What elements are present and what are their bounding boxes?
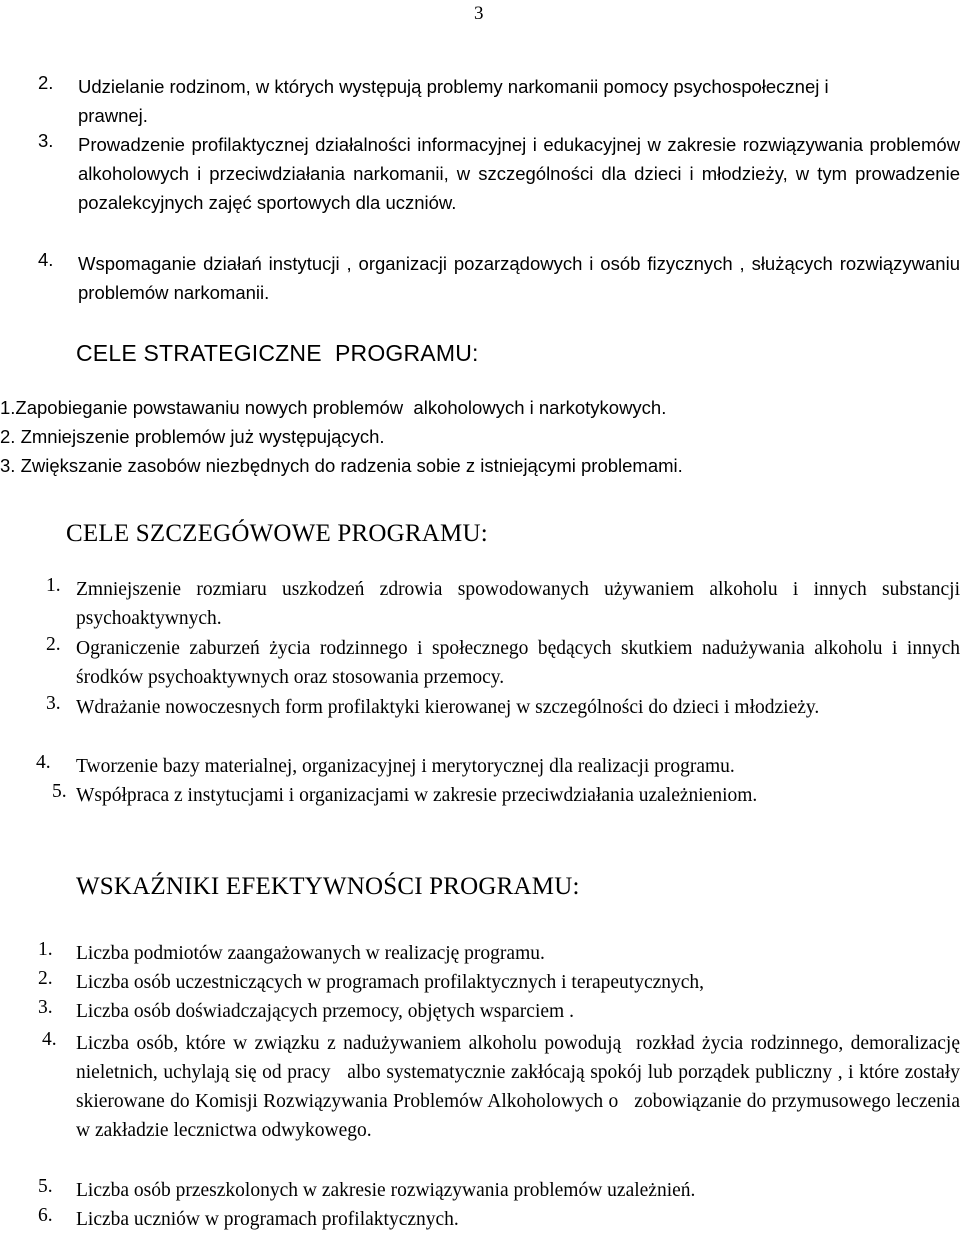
list-item-text: Udzielanie rodzinom, w których występują problemy narkomanii pomocy psychospołecznej i prawnej. xyxy=(78,76,829,126)
list-item-number: 6. xyxy=(38,1205,53,1226)
list-item-text: Wspomaganie działań instytucji , organizacji pozarządowych i osób fizycznych , służących rozwiązywaniu problemów narkomanii. xyxy=(78,253,960,303)
strategic-goals-heading: CELE STRATEGICZNE PROGRAMU: xyxy=(76,340,479,366)
page-number: 3 xyxy=(474,3,484,24)
list-item-number: 2. xyxy=(38,72,54,93)
indicator-item xyxy=(38,997,960,1026)
list-item-number: 4. xyxy=(38,249,54,270)
list-item-text: Liczba osób doświadczających przemocy, objętych wsparciem . xyxy=(76,1001,574,1022)
detailed-goal-item xyxy=(36,752,960,781)
list-item-text: Liczba uczniów w programach profilaktycznych. xyxy=(76,1209,459,1230)
list-item-number: 5. xyxy=(52,781,67,802)
intro-list-item xyxy=(38,130,960,217)
detailed-goal-item xyxy=(46,575,960,633)
list-item-number: 2. xyxy=(38,968,53,989)
list-item-number: 2. xyxy=(46,634,61,655)
detailed-goals-heading: CELE SZCZEGÓWOWE PROGRAMU: xyxy=(66,520,488,547)
indicator-item xyxy=(38,1205,960,1234)
list-item-number: 3. xyxy=(38,997,53,1018)
indicator-item xyxy=(42,1029,960,1145)
indicator-item xyxy=(38,968,960,997)
list-item-text: Tworzenie bazy materialnej, organizacyjnej i merytorycznej dla realizacji programu. xyxy=(76,756,735,777)
list-item-text: Wdrażanie nowoczesnych form profilaktyki kierowanej w szczególności do dzieci i młodzieży. xyxy=(76,697,820,718)
detailed-goal-item xyxy=(46,693,960,722)
list-item-text: Liczba osób, które w związku z nadużywaniem alkoholu powodują rozkład życia rodzinnego, demoralizację nieletnich, uchylają się od pracy albo systematycznie zakłócają spokój lub porządek publiczny , i które zostały skierowane do Komisji Rozwiązywania Problemów Alkoholowych o zobowiązanie do przymusowego leczenia w zakładzie lecznictwa odwykowego. xyxy=(76,1033,960,1141)
list-item-text: Prowadzenie profilaktycznej działalności informacyjnej i edukacyjnej w zakresie rozwiązywania problemów alkoholowych i przeciwdziałania narkomanii, w szczególności dla dzieci i młodzieży, w tym prowadzenie pozalekcyjnych zajęć sportowych dla uczniów. xyxy=(78,134,960,213)
list-item-text: Współpraca z instytucjami i organizacjami w zakresie przeciwdziałania uzależnieniom. xyxy=(76,785,758,806)
detailed-goal-item xyxy=(52,781,960,810)
list-item-number: 1. xyxy=(38,939,53,960)
list-item-text: Ograniczenie zaburzeń życia rodzinnego i społecznego będących skutkiem nadużywania alkoholu i innych środków psychoaktywnych oraz stosowania przemocy. xyxy=(76,638,960,688)
intro-list-item xyxy=(38,249,960,307)
strategic-goal-item: 2. Zmniejszenie problemów już występujących. xyxy=(0,426,385,447)
indicators-heading: WSKAŹNIKI EFEKTYWNOŚCI PROGRAMU: xyxy=(76,873,580,900)
list-item-number: 3. xyxy=(38,130,54,151)
indicator-item xyxy=(38,1176,960,1205)
strategic-goal-item: 1.Zapobieganie powstawaniu nowych problemów alkoholowych i narkotykowych. xyxy=(0,397,667,418)
indicator-item xyxy=(38,939,960,968)
list-item-text: Liczba osób przeszkolonych w zakresie rozwiązywania problemów uzależnień. xyxy=(76,1180,696,1201)
list-item-number: 5. xyxy=(38,1176,53,1197)
list-item-number: 1. xyxy=(46,575,61,596)
list-item-number: 4. xyxy=(42,1029,57,1050)
list-item-text: Liczba podmiotów zaangażowanych w realizację programu. xyxy=(76,943,545,964)
intro-list-item xyxy=(38,72,858,130)
list-item-text: Liczba osób uczestniczących w programach profilaktycznych i terapeutycznych, xyxy=(76,972,705,993)
list-item-text: Zmniejszenie rozmiaru uszkodzeń zdrowia spowodowanych używaniem alkoholu i innych substancji psychoaktywnych. xyxy=(76,579,960,629)
strategic-goal-item: 3. Zwiększanie zasobów niezbędnych do radzenia sobie z istniejącymi problemami. xyxy=(0,455,683,476)
list-item-number: 3. xyxy=(46,693,61,714)
list-item-number: 4. xyxy=(36,752,51,773)
detailed-goal-item xyxy=(46,634,960,692)
